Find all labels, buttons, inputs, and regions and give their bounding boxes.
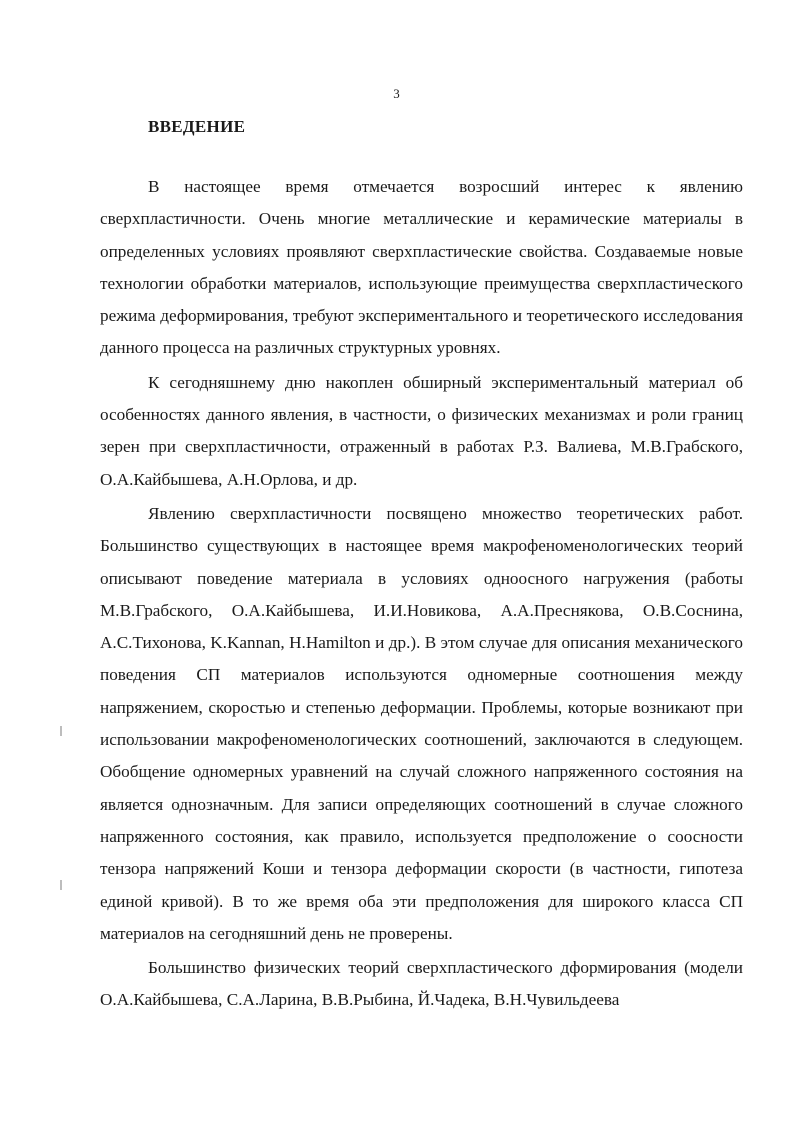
- page-number: 3: [393, 86, 400, 101]
- paragraph-3: Явлению сверхпластичности посвящено множество теоретических работ. Большинство существующих в настоящее время макрофеноменологических теорий описывают поведение материала в условиях одноосного нагружения (работы М.В.Грабского, О.А.Кайбышева, И.И.Новикова, А.А.Преснякова, О.В.Соснина, А.С.Тихонова, K.Kannan, H.Hamilton и др.). В этом случае для описания механического поведения СП материалов используются одномерные соотношения между напряжением, скоростью и степенью деформации. Проблемы, которые возникают при использовании макрофеноменологических соотношений, заключаются в следующем. Обобщение одномерных уравнений на случай сложного напряженного состояния на является однозначным. Для записи определяющих соотношений в случае сложного напряженного состояния, как правило, используется предположение о соосности тензора напряжений Коши и тензора деформации скорости (в частности, гипотеза единой кривой). В то же время оба эти предположения для широкого класса СП материалов на сегодняшний день не проверены.: [100, 503, 743, 943]
- paragraph-1: В настоящее время отмечается возросший интерес к явлению сверхпластичности. Очень многие металлические и керамические материалы в определенных условиях проявляют сверхпластические свойства. Создаваемые новые технологии обработки материалов, использующие преимущества сверхпластического режима деформирования, требуют экспериментального и теоретического исследования данного процесса на различных структурных уровнях.: [100, 177, 743, 358]
- scan-mark: [60, 880, 62, 890]
- paragraph-4: Большинство физических теорий сверхпластического дформирования (модели О.А.Кайбышева, С.А.Ларина, В.В.Рыбина, Й.Чадека, В.Н.Чувильдеева: [100, 958, 743, 1010]
- body-text: [100, 171, 743, 1017]
- section-heading: ВВЕДЕНИЕ: [148, 117, 246, 136]
- scan-mark: [60, 726, 62, 736]
- paragraph-2: К сегодняшнему дню накоплен обширный экспериментальный материал об особенностях данного явления, в частности, о физических механизмах и роли границ зерен при сверхпластичности, отраженный в работах Р.З. Валиева, М.В.Грабского, О.А.Кайбышева, А.Н.Орлова, и др.: [100, 372, 743, 489]
